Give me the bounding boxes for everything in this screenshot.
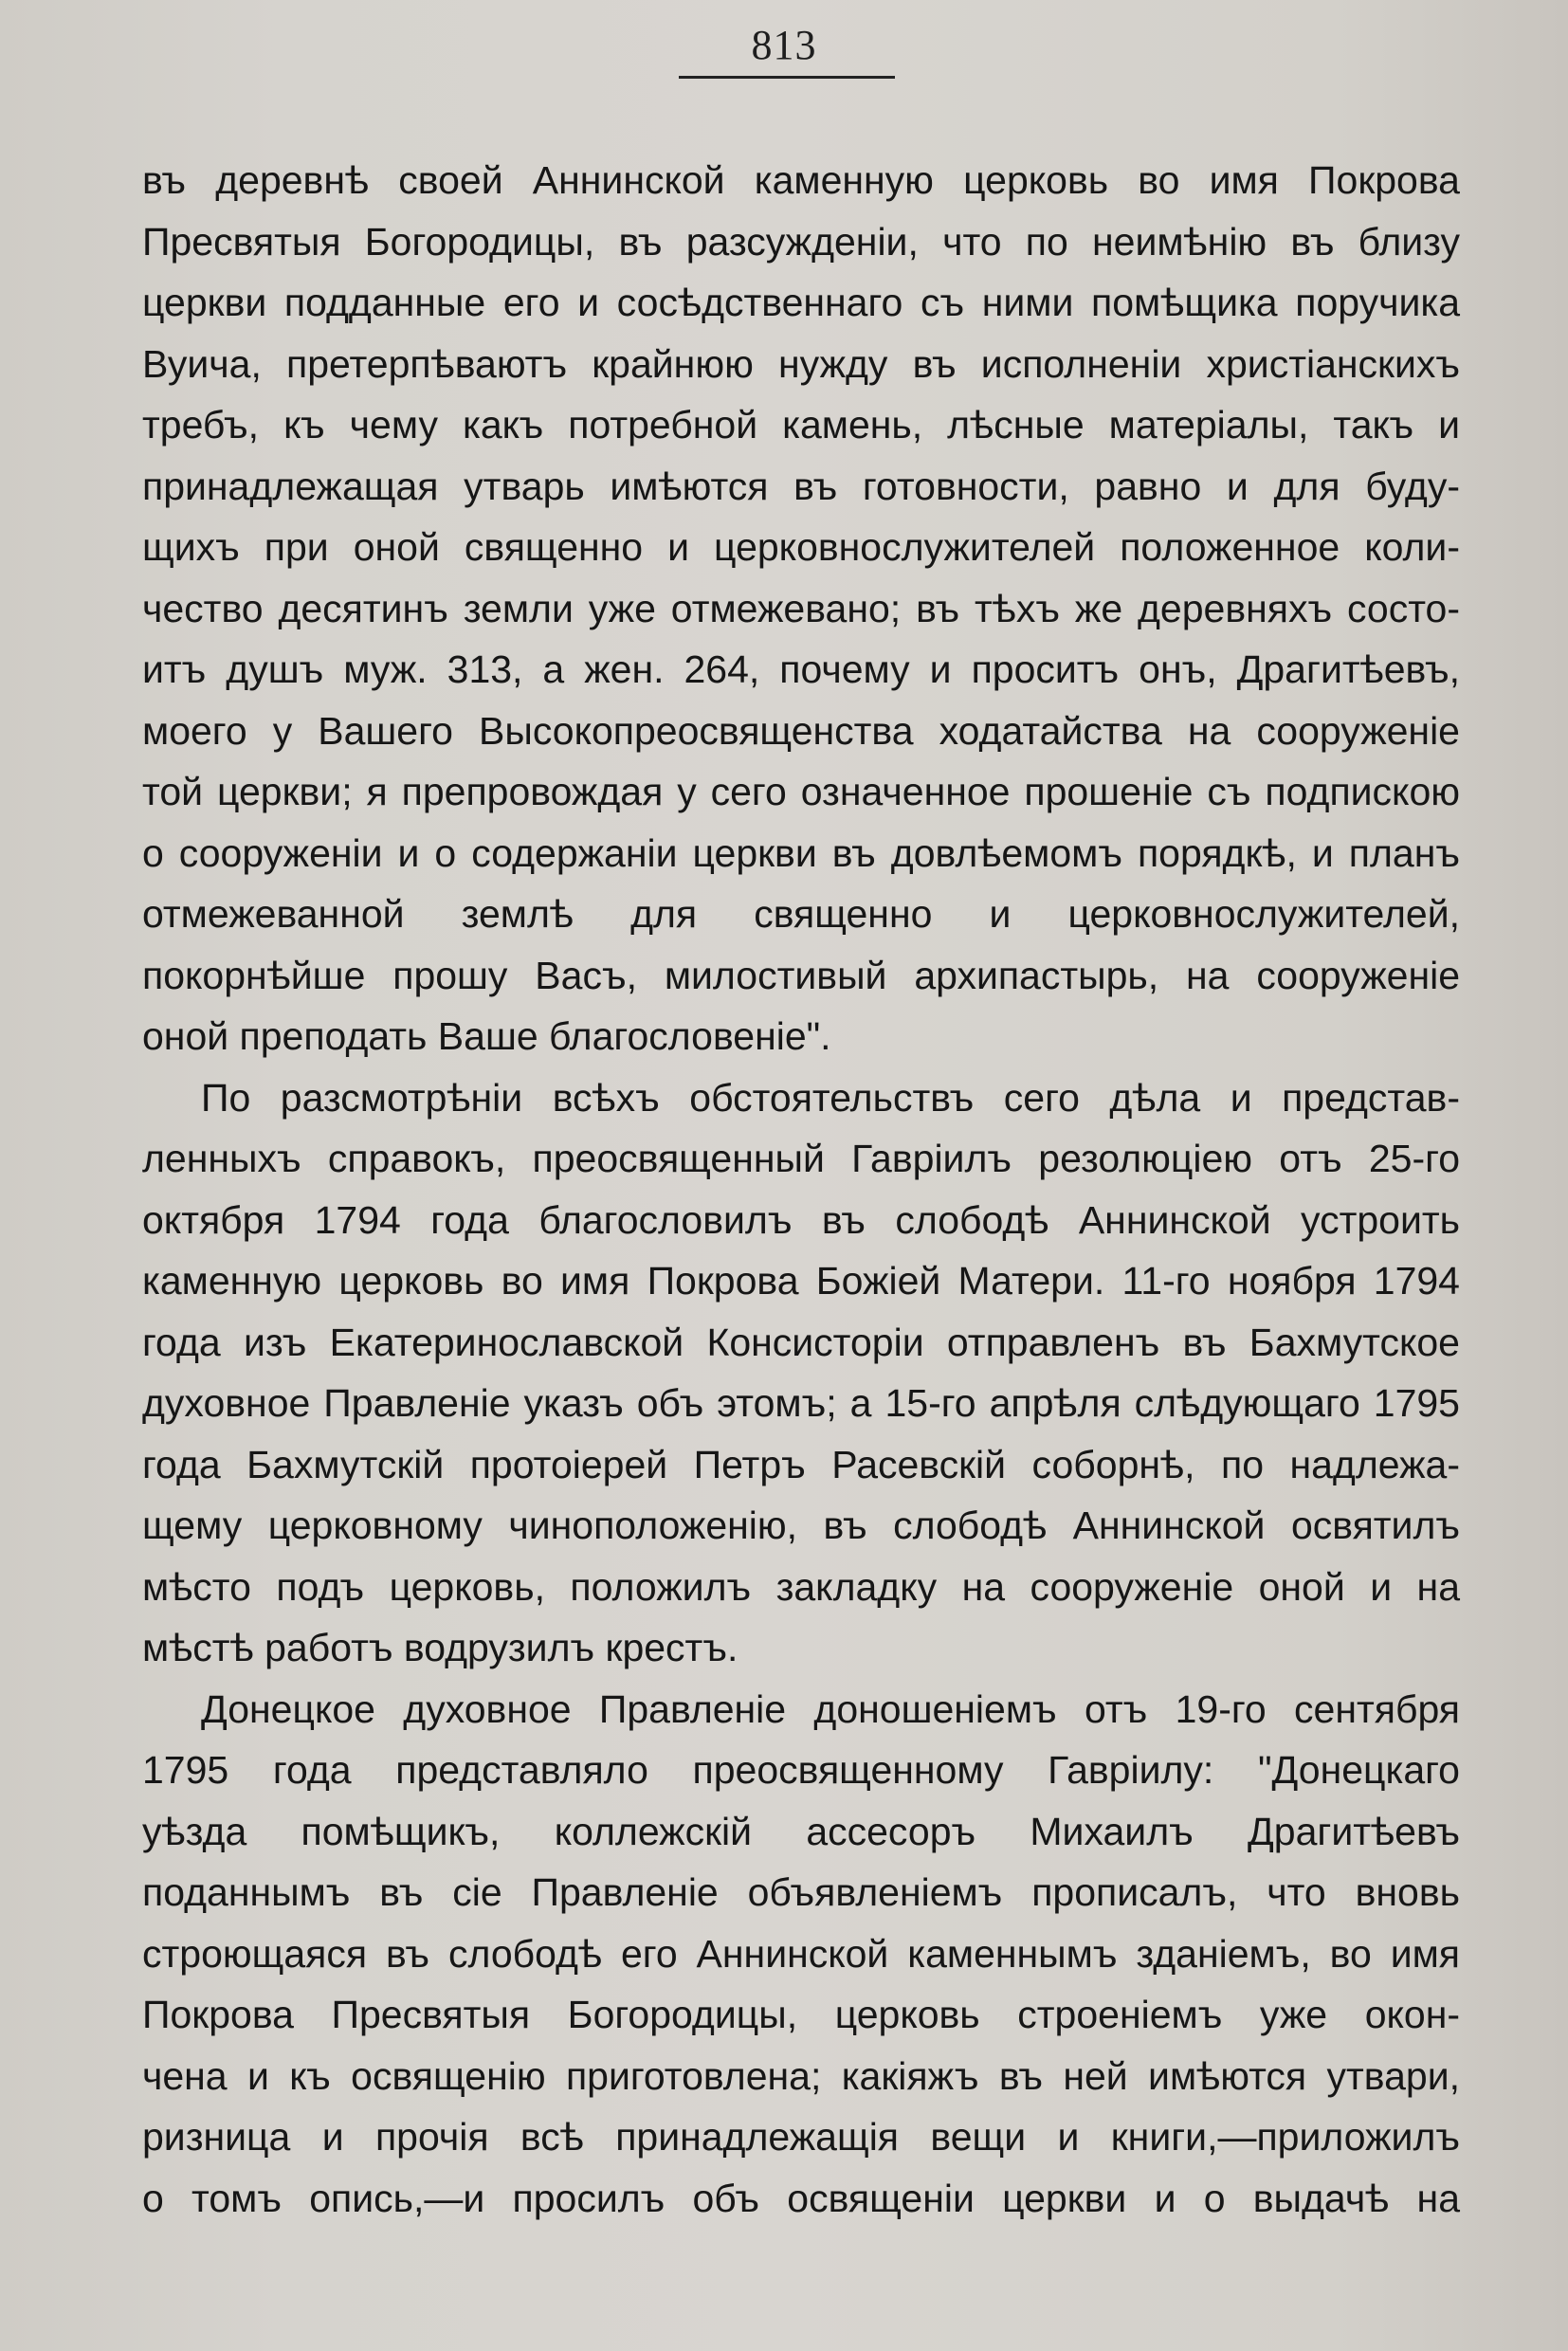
text-line: той церкви; я препровождая у сего означенное прошеніе съ подпискою (142, 770, 1460, 813)
text-line: Покрова Пресвятыя Богородицы, церковь строеніемъ уже окон- (142, 1993, 1460, 2036)
text-line: По разсмотрѣніи всѣхъ обстоятельствъ сего дѣла и представ- (201, 1075, 1460, 1120)
text-line: духовное Правленіе указъ объ этомъ; а 15-го апрѣля слѣдующаго 1795 (142, 1381, 1460, 1425)
text-line: о сооруженіи и о содержаніи церкви въ довлѣемомъ порядкѣ, и планъ (142, 830, 1460, 875)
text-line: щихъ при оной священно и церковнослужителей положенное коли- (142, 525, 1460, 569)
text-line: года Бахмутскій протоіерей Петръ Расевскій соборнѣ, по надлежа- (142, 1442, 1460, 1486)
text-line: принадлежащая утварь имѣются въ готовности, равно и для буду- (142, 464, 1460, 508)
text-line: о томъ опись,—и просилъ объ освященіи церкви и о выдачѣ на (142, 2176, 1460, 2220)
text-line: отмежеванной землѣ для священно и церковнослужителей, (142, 892, 1460, 936)
text-line: чество десятинъ земли уже отмежевано; въ тѣхъ же деревняхъ состо- (142, 586, 1460, 630)
text-line: поданнымъ въ сіе Правленіе объявленіемъ прописалъ, что вновь (142, 1870, 1460, 1914)
text-line: ленныхъ справокъ, преосвященный Гавріилъ резолюціею отъ 25-го (142, 1137, 1460, 1180)
text-line: чена и къ освященію приготовлена; какіяжъ въ ней имѣются утвари, (142, 2053, 1460, 2098)
text-line: Донецкое духовное Правленіе доношеніемъ отъ 19-го сентября (201, 1686, 1460, 1731)
text-line: года изъ Екатеринославской Консисторіи отправленъ въ Бахмутское (142, 1320, 1460, 1364)
text-line: мѣсто подъ церковь, положилъ закладку на сооруженіе оной и на (142, 1564, 1460, 1609)
page-header (0, 21, 1568, 70)
body-text (142, 150, 1460, 2229)
text-line: октября 1794 года благословилъ въ слободѣ Аннинской устроить (142, 1197, 1460, 1242)
text-line: покорнѣйше прошу Васъ, милостивый архипастырь, на сооруженіе (142, 953, 1460, 997)
text-line: оной преподать Ваше благословеніе". (142, 1014, 831, 1058)
text-line: въ деревнѣ своей Аннинской каменную церковь во имя Покрова (142, 158, 1460, 202)
text-line: уѣзда помѣщикъ, коллежскій ассесоръ Михаилъ Драгитѣевъ (142, 1809, 1460, 1853)
text-line: моего у Вашего Высокопреосвященства ходатайства на сооруженіе (142, 708, 1460, 753)
text-line: каменную церковь во имя Покрова Божіей Матери. 11-го ноября 1794 (142, 1259, 1460, 1303)
text-line: строющаяся въ слободѣ его Аннинской каменнымъ зданіемъ, во имя (142, 1931, 1460, 1976)
text-line: ризница и прочія всѣ принадлежащія вещи и книги,—приложилъ (142, 2115, 1460, 2159)
text-line: итъ душъ муж. 313, а жен. 264, почему и проситъ онъ, Драгитѣевъ, (142, 647, 1460, 691)
text-line: 1795 года представляло преосвященному Гавріилу: "Донецкаго (142, 1748, 1460, 1792)
page-number: 813 (751, 22, 817, 68)
text-line: щему церковному чиноположенію, въ слободѣ Аннинской освятилъ (142, 1504, 1460, 1547)
text-line: мѣстѣ работъ водрузилъ крестъ. (142, 1626, 738, 1669)
text-line: требъ, къ чему какъ потребной камень, лѣсные матеріалы, такъ и (142, 403, 1460, 447)
header-rule (679, 76, 895, 79)
text-line: церкви подданные его и сосѣдственнаго съ ними помѣщика поручика (142, 281, 1460, 324)
text-line: Пресвятыя Богородицы, въ разсужденіи, что по неимѣнію въ близу (142, 219, 1460, 264)
text-line: Вуича, претерпѣваютъ крайнюю нужду въ исполненіи христіанскихъ (142, 341, 1460, 386)
